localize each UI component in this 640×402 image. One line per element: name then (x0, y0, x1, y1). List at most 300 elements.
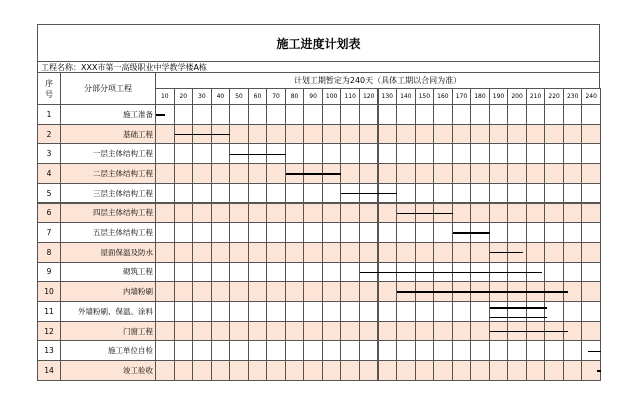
gantt-cell (340, 360, 360, 381)
gantt-cell (544, 222, 564, 243)
gantt-cell (266, 104, 286, 125)
gantt-cell (507, 163, 527, 184)
gantt-cell (452, 340, 472, 361)
gantt-cell (563, 242, 583, 263)
gantt-cell (378, 360, 398, 381)
gantt-cell (433, 360, 453, 381)
timeline-tick: 230 (563, 88, 583, 105)
gantt-cell (452, 242, 472, 263)
gantt-cell (155, 301, 175, 322)
timeline-tick: 120 (359, 88, 379, 105)
gantt-cell (507, 301, 527, 322)
gantt-cell (378, 203, 398, 224)
gantt-cell (155, 340, 175, 361)
gantt-cell (544, 183, 564, 204)
gantt-cell (322, 301, 342, 322)
gantt-bar (156, 114, 165, 115)
gantt-cell (581, 143, 601, 164)
gantt-cell (285, 262, 305, 283)
gantt-cell (507, 222, 527, 243)
gantt-cell (248, 163, 268, 184)
gantt-cell (359, 203, 379, 224)
gantt-cell (359, 163, 379, 184)
gantt-cell (433, 242, 453, 263)
timeline-tick: 140 (396, 88, 416, 105)
timeline-tick: 100 (322, 88, 342, 105)
gantt-cell (285, 183, 305, 204)
gantt-cell (581, 203, 601, 224)
gantt-cell (248, 360, 268, 381)
gantt-cell (192, 321, 212, 342)
gantt-cell (192, 222, 212, 243)
gantt-cell (229, 281, 249, 302)
gantt-cell (526, 301, 546, 322)
gantt-cell (322, 183, 342, 204)
gantt-cell (322, 222, 342, 243)
gantt-cell (544, 143, 564, 164)
gantt-cell (266, 301, 286, 322)
row-task-name: 竣工验收 (60, 360, 156, 381)
gantt-cell (322, 203, 342, 224)
timeline-tick: 80 (285, 88, 305, 105)
timeline-tick: 10 (155, 88, 175, 105)
gantt-cell (340, 301, 360, 322)
gantt-cell (359, 242, 379, 263)
gantt-cell (322, 143, 342, 164)
gantt-bar (230, 154, 286, 155)
gantt-cell (303, 321, 323, 342)
gantt-cell (192, 104, 212, 125)
gantt-cell (581, 301, 601, 322)
gantt-cell (155, 124, 175, 145)
row-task-name: 一层主体结构工程 (60, 143, 156, 164)
gantt-cell (266, 124, 286, 145)
gantt-cell (415, 340, 435, 361)
gantt-cell (340, 262, 360, 283)
gantt-cell (192, 360, 212, 381)
timeline-tick: 40 (211, 88, 231, 105)
gantt-bar (341, 193, 397, 194)
gantt-bar (397, 213, 453, 214)
gantt-cell (489, 104, 509, 125)
gantt-cell (192, 262, 212, 283)
row-seq: 14 (37, 360, 61, 381)
gantt-cell (470, 124, 490, 145)
gantt-cell (470, 143, 490, 164)
row-seq: 9 (37, 262, 61, 283)
gantt-cell (303, 360, 323, 381)
timeline-tick: 70 (266, 88, 286, 105)
seq-header (37, 72, 61, 105)
gantt-cell (322, 321, 342, 342)
gantt-cell (303, 203, 323, 224)
gantt-cell (322, 340, 342, 361)
gantt-cell (378, 242, 398, 263)
gantt-cell (415, 124, 435, 145)
gantt-cell (452, 143, 472, 164)
gantt-cell (415, 163, 435, 184)
gantt-cell (340, 104, 360, 125)
gantt-cell (266, 262, 286, 283)
plan-caption: 计划工期暂定为240天（具体工期以合同为准） (155, 72, 600, 89)
gantt-cell (211, 360, 231, 381)
gantt-cell (563, 124, 583, 145)
project-name: 工程名称：XXX市第一高级职业中学教学楼A栋 (37, 61, 600, 73)
row-seq: 1 (37, 104, 61, 125)
gantt-cell (266, 281, 286, 302)
gantt-cell (285, 281, 305, 302)
gantt-cell (322, 262, 342, 283)
gantt-cell (507, 124, 527, 145)
seq-header-line2: 号 (45, 89, 53, 99)
gantt-cell (229, 262, 249, 283)
gantt-cell (581, 321, 601, 342)
gantt-cell (396, 340, 416, 361)
gantt-cell (340, 281, 360, 302)
timeline-tick: 110 (340, 88, 360, 105)
timeline-tick: 160 (433, 88, 453, 105)
gantt-cell (359, 281, 379, 302)
gantt-cell (470, 242, 490, 263)
gantt-cell (285, 203, 305, 224)
timeline-tick: 180 (470, 88, 490, 105)
gantt-cell (489, 360, 509, 381)
gantt-cell (433, 124, 453, 145)
gantt-cell (581, 183, 601, 204)
gantt-cell (229, 242, 249, 263)
gantt-cell (174, 281, 194, 302)
gantt-bar (286, 173, 342, 174)
row-task-name: 外墙粉刷、保温、涂料 (60, 301, 156, 322)
gantt-cell (415, 360, 435, 381)
gantt-bar (175, 134, 231, 135)
gantt-cell (544, 242, 564, 263)
gantt-cell (155, 360, 175, 381)
timeline-tick: 190 (489, 88, 509, 105)
gantt-cell (340, 124, 360, 145)
gantt-cell (192, 340, 212, 361)
gantt-cell (507, 340, 527, 361)
gantt-cell (359, 340, 379, 361)
gantt-cell (507, 360, 527, 381)
gantt-cell (563, 360, 583, 381)
gantt-cell (285, 301, 305, 322)
row-task-name: 基础工程 (60, 124, 156, 145)
timeline-tick: 200 (507, 88, 527, 105)
gantt-cell (544, 301, 564, 322)
gantt-cell (526, 360, 546, 381)
gantt-cell (211, 203, 231, 224)
timeline-tick: 220 (544, 88, 564, 105)
gantt-cell (340, 163, 360, 184)
gantt-cell (396, 301, 416, 322)
gantt-cell (266, 321, 286, 342)
gantt-cell (211, 143, 231, 164)
gantt-cell (174, 321, 194, 342)
gantt-cell (452, 124, 472, 145)
gantt-cell (452, 203, 472, 224)
gantt-cell (415, 321, 435, 342)
gantt-bar (490, 307, 547, 308)
timeline-tick: 20 (174, 88, 194, 105)
gantt-cell (396, 360, 416, 381)
gantt-cell (303, 262, 323, 283)
gantt-cell (433, 222, 453, 243)
gantt-cell (544, 340, 564, 361)
gantt-cell (526, 163, 546, 184)
gantt-cell (211, 321, 231, 342)
gantt-cell (470, 163, 490, 184)
gantt-cell (285, 104, 305, 125)
gantt-cell (581, 222, 601, 243)
gantt-cell (563, 262, 583, 283)
gantt-cell (452, 321, 472, 342)
gantt-cell (396, 143, 416, 164)
gantt-cell (303, 301, 323, 322)
gantt-cell (266, 340, 286, 361)
gantt-cell (322, 104, 342, 125)
gantt-cell (563, 163, 583, 184)
row-seq: 5 (37, 183, 61, 204)
timeline-tick: 60 (248, 88, 268, 105)
gantt-cell (192, 301, 212, 322)
gantt-cell (155, 163, 175, 184)
gantt-cell (211, 222, 231, 243)
gantt-cell (248, 281, 268, 302)
gantt-cell (340, 242, 360, 263)
gantt-cell (563, 183, 583, 204)
gantt-cell (378, 104, 398, 125)
gantt-cell (470, 104, 490, 125)
gantt-cell (396, 124, 416, 145)
gantt-cell (415, 242, 435, 263)
row-task-name: 二层主体结构工程 (60, 163, 156, 184)
gantt-cell (155, 183, 175, 204)
timeline-tick: 50 (229, 88, 249, 105)
gantt-cell (229, 203, 249, 224)
gantt-cell (192, 242, 212, 263)
gantt-cell (581, 242, 601, 263)
gantt-cell (229, 124, 249, 145)
timeline-tick: 90 (303, 88, 323, 105)
gantt-cell (378, 143, 398, 164)
gantt-cell (470, 360, 490, 381)
gantt-cell (415, 301, 435, 322)
gantt-cell (396, 242, 416, 263)
gantt-cell (396, 222, 416, 243)
row-task-name: 内墙粉刷 (60, 281, 156, 302)
gantt-cell (211, 301, 231, 322)
gantt-cell (229, 321, 249, 342)
gantt-cell (452, 301, 472, 322)
gantt-cell (378, 321, 398, 342)
gantt-cell (211, 183, 231, 204)
gantt-cell (192, 203, 212, 224)
gantt-cell (526, 124, 546, 145)
gantt-cell (359, 360, 379, 381)
gantt-cell (322, 360, 342, 381)
row-task-name: 五层主体结构工程 (60, 222, 156, 243)
gantt-cell (415, 104, 435, 125)
gantt-bar (490, 331, 568, 332)
gantt-cell (211, 262, 231, 283)
gantt-cell (489, 163, 509, 184)
gantt-cell (174, 262, 194, 283)
gantt-cell (285, 321, 305, 342)
gantt-cell (415, 222, 435, 243)
gantt-cell (155, 262, 175, 283)
row-task-name: 砌筑工程 (60, 262, 156, 283)
gantt-cell (359, 124, 379, 145)
gantt-cell (155, 321, 175, 342)
row-task-name: 施工单位自检 (60, 340, 156, 361)
gantt-cell (544, 124, 564, 145)
gantt-cell (396, 104, 416, 125)
row-task-name: 屋面保温及防水 (60, 242, 156, 263)
gantt-cell (285, 360, 305, 381)
gantt-cell (452, 360, 472, 381)
row-seq: 8 (37, 242, 61, 263)
gantt-bar (360, 272, 542, 273)
gantt-cell (489, 203, 509, 224)
gantt-bar (397, 291, 568, 292)
gantt-cell (192, 163, 212, 184)
gantt-cell (415, 143, 435, 164)
gantt-cell (192, 143, 212, 164)
gantt-cell (248, 183, 268, 204)
gantt-cell (396, 183, 416, 204)
gantt-cell (378, 124, 398, 145)
gantt-cell (211, 281, 231, 302)
gantt-cell (248, 321, 268, 342)
gantt-cell (544, 262, 564, 283)
row-task-name: 三层主体结构工程 (60, 183, 156, 204)
gantt-cell (452, 183, 472, 204)
gantt-cell (211, 242, 231, 263)
gantt-cell (303, 183, 323, 204)
row-seq: 3 (37, 143, 61, 164)
gantt-cell (563, 301, 583, 322)
gantt-cell (174, 104, 194, 125)
gantt-cell (340, 321, 360, 342)
gantt-cell (174, 340, 194, 361)
gantt-cell (489, 183, 509, 204)
gantt-cell (211, 163, 231, 184)
gantt-cell (526, 203, 546, 224)
gantt-cell (340, 222, 360, 243)
gantt-cell (415, 183, 435, 204)
row-task-name: 施工准备 (60, 104, 156, 125)
gantt-cell (322, 281, 342, 302)
gantt-cell (155, 281, 175, 302)
gantt-cell (581, 262, 601, 283)
gantt-cell (174, 301, 194, 322)
gantt-cell (174, 222, 194, 243)
gantt-cell (489, 340, 509, 361)
gantt-cell (563, 203, 583, 224)
task-header: 分部分项工程 (60, 72, 156, 105)
gantt-cell (470, 203, 490, 224)
gantt-cell (303, 281, 323, 302)
gantt-cell (155, 143, 175, 164)
row-task-name: 四层主体结构工程 (60, 203, 156, 224)
gantt-cell (266, 222, 286, 243)
gantt-cell (526, 222, 546, 243)
row-seq: 13 (37, 340, 61, 361)
gantt-cell (322, 124, 342, 145)
gantt-cell (174, 242, 194, 263)
gantt-cell (229, 340, 249, 361)
gantt-cell (340, 143, 360, 164)
gantt-cell (433, 321, 453, 342)
row-seq: 4 (37, 163, 61, 184)
gantt-cell (248, 203, 268, 224)
gantt-cell (489, 301, 509, 322)
gantt-cell (544, 203, 564, 224)
row-task-name: 门窗工程 (60, 321, 156, 342)
gantt-cell (229, 222, 249, 243)
gantt-cell (359, 321, 379, 342)
gantt-cell (378, 222, 398, 243)
gantt-cell (266, 360, 286, 381)
gantt-cell (322, 242, 342, 263)
gantt-cell (359, 222, 379, 243)
row-seq: 12 (37, 321, 61, 342)
gantt-cell (470, 301, 490, 322)
gantt-cell (378, 281, 398, 302)
gantt-cell (229, 163, 249, 184)
gantt-cell (303, 104, 323, 125)
timeline-tick: 30 (192, 88, 212, 105)
gantt-cell (563, 340, 583, 361)
gantt-cell (433, 163, 453, 184)
gantt-cell (285, 124, 305, 145)
gantt-cell (248, 301, 268, 322)
row-seq: 7 (37, 222, 61, 243)
gantt-cell (303, 340, 323, 361)
gantt-cell (507, 143, 527, 164)
gantt-cell (563, 143, 583, 164)
gantt-cell (378, 340, 398, 361)
gantt-cell (229, 360, 249, 381)
gantt-bar (597, 370, 601, 371)
timeline-tick: 170 (452, 88, 472, 105)
gantt-cell (303, 124, 323, 145)
gantt-cell (303, 242, 323, 263)
gantt-cell (340, 340, 360, 361)
gantt-cell (229, 301, 249, 322)
row-seq: 11 (37, 301, 61, 322)
gantt-cell (248, 222, 268, 243)
gantt-cell (174, 203, 194, 224)
row-seq: 2 (37, 124, 61, 145)
gantt-cell (489, 222, 509, 243)
gantt-cell (452, 163, 472, 184)
gantt-cell (266, 203, 286, 224)
gantt-cell (248, 104, 268, 125)
gantt-cell (396, 321, 416, 342)
gantt-cell (174, 183, 194, 204)
gantt-cell (174, 360, 194, 381)
gantt-cell (526, 183, 546, 204)
gantt-cell (489, 143, 509, 164)
gantt-bar (490, 317, 547, 318)
gantt-cell (340, 203, 360, 224)
gantt-cell (192, 281, 212, 302)
gantt-cell (266, 183, 286, 204)
gantt-cell (285, 242, 305, 263)
gantt-cell (526, 242, 546, 263)
